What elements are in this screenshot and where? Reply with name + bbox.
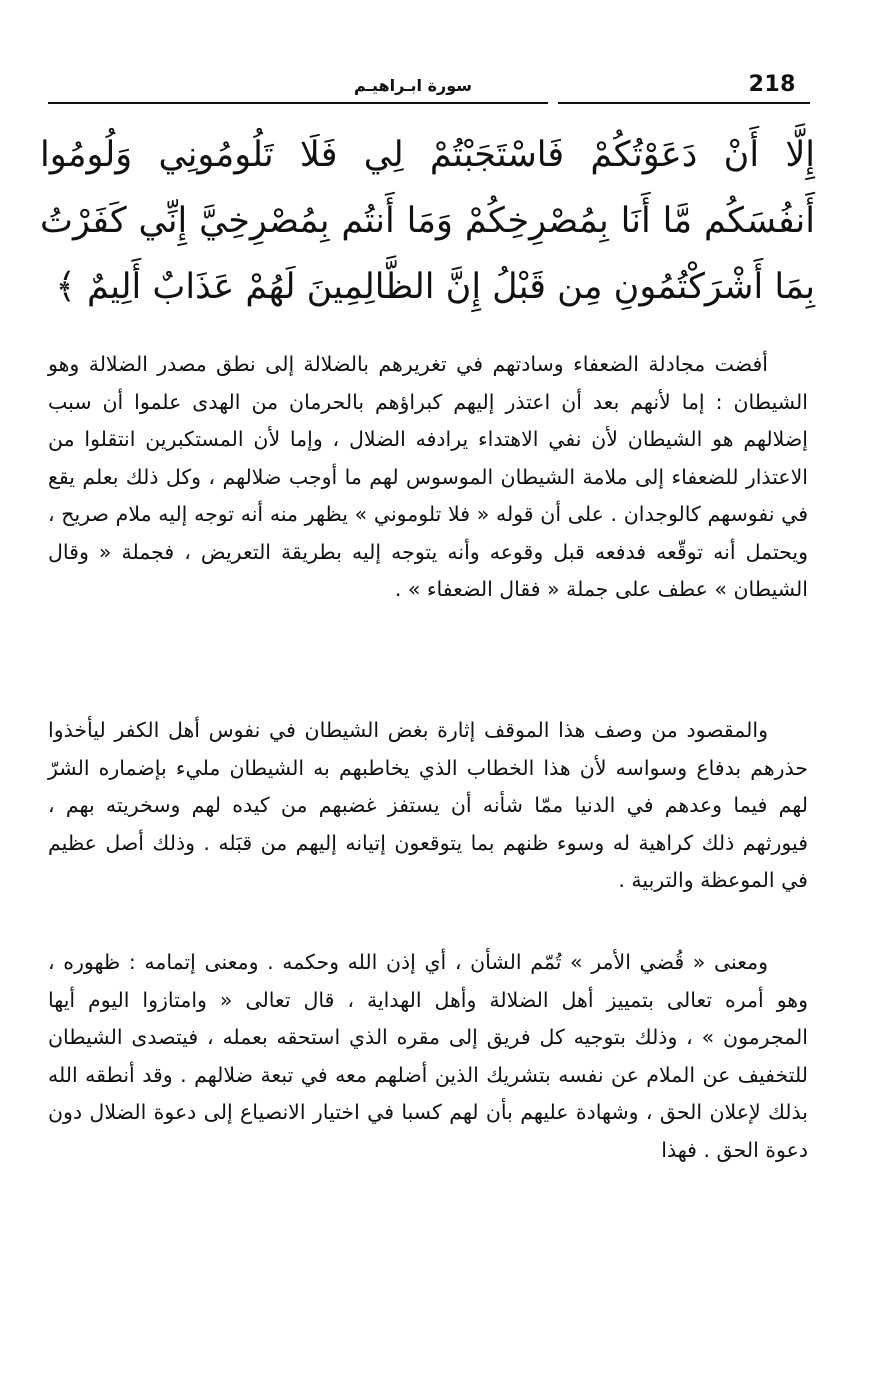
verse-text: إِلَّا أَنْ دَعَوْتُكُمْ فَاسْتَجَبْتُمْ لِي فَلَا تَلُومُونِي وَلُومُوا أَنفُسَكُم مَّا أَنَا بِمُصْرِخِكُمْ وَمَا أَنتُم بِمُصْرِخِيَّ إِنِّي كَفَرْتُ بِمَا أَشْرَكْتُمُونِ مِن قَبْلُ إِنَّ الظَّالِمِينَ لَهُمْ عَذَابٌ أَلِيمٌ xyxy=(40,135,815,307)
verse-end-marker: ﴾ xyxy=(55,267,76,307)
header-rule-left xyxy=(48,102,548,104)
quran-verse xyxy=(40,122,815,320)
header-rule-right xyxy=(558,102,810,104)
surah-title: سورة ابـراهيـم xyxy=(353,76,473,95)
commentary-paragraph-2: والمقصود من وصف هذا الموقف إثارة بغض الشيطان في نفوس أهل الكفر ليأخذوا حذرهم بدفاع وسواسه لأن هذا الخطاب الذي يخاطبهم به الشيطان مليء بإضماره الشرّ لهم فيما وعدهم في الدنيا ممّا شأنه أن يستفز غضبهم من كيده لهم وسخريته بهم ، فيورثهم ذلك كراهية له وسوء ظنهم بما يتوقعون إتيانه إليهم من قبَله . وذلك أصل عظيم في الموعظة والتربية . xyxy=(48,718,808,892)
page-header xyxy=(48,68,810,106)
commentary-paragraph-3: ومعنى « قُضي الأمر » تُمّم الشأن ، أي إذن الله وحكمه . ومعنى إتمامه : ظهوره ، وهو أمره تعالى بتمييز أهل الضلالة وأهل الهداية ، قال تعالى « وامتازوا اليوم أيها المجرمون » ، وذلك بتوجيه كل فريق إلى مقره الذي استحقه بعمله ، فيتصدى الشيطان للتخفيف عن الملام عن نفسه بتشريك الذين أضلهم معه في تبعة ضلالهم . وقد أنطقه الله بذلك لإعلان الحق ، وشهادة عليهم بأن لهم كسبا في اختيار الانصياع إلى دعوة الضلال دون دعوة الحق . فهذا xyxy=(48,950,808,1162)
page-number: 218 xyxy=(748,72,796,97)
commentary-paragraph-1: أفضت مجادلة الضعفاء وسادتهم في تغريرهم بالضلالة إلى نطق مصدر الضلالة وهو الشيطان : إما لأنهم بعد أن اعتذر إليهم كبراؤهم بالحرمان من الهدى علموا أن سبب إضلالهم هو الشيطان لأن نفي الاهتداء يرادفه الضلال ، وإما لأن المستكبرين انتقلوا من الاعتذار للضعفاء إلى ملامة الشيطان الموسوس لهم ما أوجب ضلالهم ، وكل ذلك بعلم يقع في نفوسهم كالوجدان . على أن قوله « فلا تلوموني » يظهر منه أنه توجه إليه ملام صريح ، ويحتمل أنه توقّعه فدفعه قبل وقوعه وأنه يتوجه إليه بطريقة التعريض ، فجملة « وقال الشيطان » عطف على جملة « فقال الضعفاء » . xyxy=(48,352,808,601)
